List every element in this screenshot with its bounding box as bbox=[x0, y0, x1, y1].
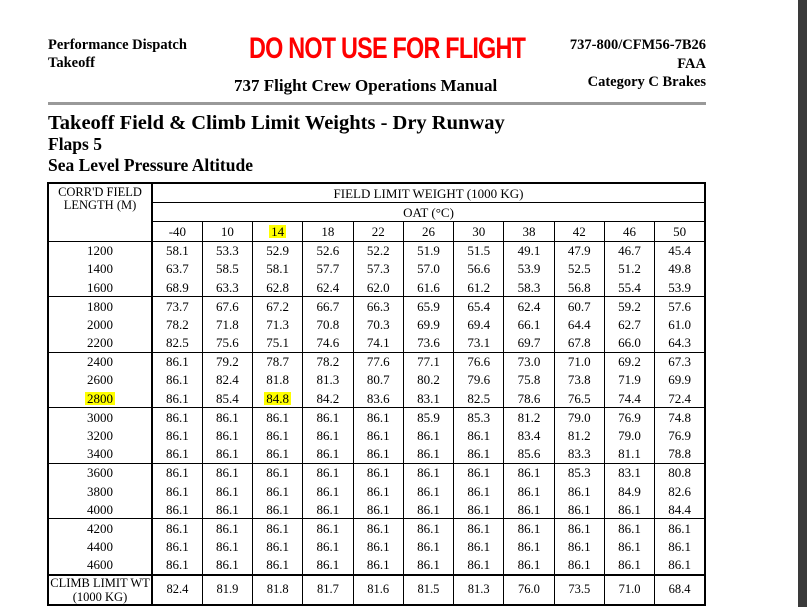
weight-cell: 76.5 bbox=[554, 389, 604, 408]
oat-cell: 30 bbox=[454, 222, 504, 241]
table-row bbox=[48, 352, 705, 371]
weight-cell: 86.1 bbox=[152, 519, 202, 538]
aircraft-engine: 737-800/CFM56-7B26 bbox=[569, 37, 706, 53]
weight-cell: 57.6 bbox=[655, 297, 705, 316]
table-row bbox=[48, 538, 705, 556]
highlighted-oat: 14 bbox=[271, 223, 285, 239]
doc-subsection: Takeoff bbox=[48, 55, 95, 71]
weight-cell: 85.6 bbox=[504, 445, 554, 464]
climb-limit-cell: 68.4 bbox=[655, 575, 705, 605]
weight-cell: 69.9 bbox=[403, 315, 453, 333]
weight-cell: 73.7 bbox=[152, 297, 202, 316]
field-length-cell bbox=[48, 389, 152, 408]
weight-cell: 74.8 bbox=[655, 408, 705, 427]
weight-cell: 77.1 bbox=[403, 352, 453, 371]
weight-cell: 86.1 bbox=[454, 519, 504, 538]
oat-cell: 22 bbox=[353, 222, 403, 241]
weight-cell: 86.1 bbox=[152, 556, 202, 575]
weight-cell: 53.9 bbox=[655, 278, 705, 297]
weight-cell: 74.6 bbox=[303, 334, 353, 353]
weight-cell: 85.9 bbox=[403, 408, 453, 427]
weight-cell: 79.6 bbox=[454, 371, 504, 389]
climb-limit-cell: 73.5 bbox=[554, 575, 604, 605]
weight-cell: 81.3 bbox=[303, 371, 353, 389]
weight-cell: 86.1 bbox=[152, 538, 202, 556]
field-length-cell: 2200 bbox=[48, 334, 152, 353]
authority: FAA bbox=[677, 55, 706, 72]
weight-cell: 86.1 bbox=[454, 500, 504, 519]
climb-limit-cell: 81.7 bbox=[303, 575, 353, 605]
weight-cell: 83.1 bbox=[403, 389, 453, 408]
weight-cell: 86.1 bbox=[353, 426, 403, 444]
table-row bbox=[48, 426, 705, 444]
field-length-cell: 3400 bbox=[48, 445, 152, 464]
weight-cell: 81.2 bbox=[504, 408, 554, 427]
oat-cell: 38 bbox=[504, 222, 554, 241]
weight-cell: 86.1 bbox=[253, 463, 303, 482]
weight-cell: 86.1 bbox=[454, 463, 504, 482]
manual-title: 737 Flight Crew Operations Manual bbox=[234, 76, 498, 95]
weight-cell: 86.1 bbox=[353, 445, 403, 464]
weight-cell: 86.1 bbox=[504, 463, 554, 482]
weight-cell: 57.7 bbox=[303, 260, 353, 278]
weight-cell: 86.1 bbox=[554, 500, 604, 519]
weight-cell: 86.1 bbox=[403, 538, 453, 556]
climb-limit-cell: 82.4 bbox=[152, 575, 202, 605]
field-length-cell: 3000 bbox=[48, 408, 152, 427]
weight-cell: 86.1 bbox=[152, 389, 202, 408]
weight-cell: 78.2 bbox=[303, 352, 353, 371]
weight-cell: 58.3 bbox=[504, 278, 554, 297]
weight-cell: 69.9 bbox=[655, 371, 705, 389]
weight-cell: 86.1 bbox=[454, 426, 504, 444]
weight-cell: 73.0 bbox=[504, 352, 554, 371]
weight-cell: 86.1 bbox=[253, 519, 303, 538]
weight-cell: 86.1 bbox=[353, 519, 403, 538]
weight-cell: 78.2 bbox=[152, 315, 202, 333]
weight-cell: 86.1 bbox=[554, 538, 604, 556]
table-row bbox=[48, 241, 705, 260]
climb-limit-cell: 81.3 bbox=[454, 575, 504, 605]
weight-cell: 75.6 bbox=[202, 334, 252, 353]
highlighted-field-length: 2800 bbox=[87, 390, 113, 406]
weight-cell: 56.6 bbox=[454, 260, 504, 278]
weight-cell: 86.1 bbox=[253, 500, 303, 519]
table-row bbox=[48, 445, 705, 464]
weight-cell: 85.4 bbox=[202, 389, 252, 408]
header-divider bbox=[48, 102, 706, 105]
table-row bbox=[48, 500, 705, 519]
weight-cell: 86.1 bbox=[152, 463, 202, 482]
page-title: Takeoff Field & Climb Limit Weights - Dry Runway bbox=[48, 112, 505, 134]
weight-cell: 86.1 bbox=[655, 556, 705, 575]
weight-cell: 83.6 bbox=[353, 389, 403, 408]
weight-cell: 86.1 bbox=[202, 519, 252, 538]
table-row bbox=[48, 278, 705, 297]
weight-cell: 86.1 bbox=[253, 408, 303, 427]
weight-cell: 86.1 bbox=[202, 426, 252, 444]
weight-cell: 86.1 bbox=[253, 556, 303, 575]
table-row bbox=[48, 371, 705, 389]
table-row bbox=[48, 334, 705, 353]
weight-cell: 86.1 bbox=[202, 538, 252, 556]
weight-cell: 86.1 bbox=[353, 538, 403, 556]
weight-cell: 86.1 bbox=[604, 538, 654, 556]
oat-header: OAT (°C) bbox=[152, 203, 705, 222]
weight-cell: 86.1 bbox=[454, 538, 504, 556]
weight-cell: 71.8 bbox=[202, 315, 252, 333]
weight-cell: 81.1 bbox=[604, 445, 654, 464]
weight-cell: 62.7 bbox=[604, 315, 654, 333]
oat-cell: 26 bbox=[403, 222, 453, 241]
weight-cell: 86.1 bbox=[554, 556, 604, 575]
climb-limit-cell: 81.8 bbox=[253, 575, 303, 605]
field-length-cell: 2000 bbox=[48, 315, 152, 333]
climb-limit-cell: 71.0 bbox=[604, 575, 654, 605]
weight-cell: 86.1 bbox=[303, 500, 353, 519]
weight-cell: 78.7 bbox=[253, 352, 303, 371]
weight-cell: 81.2 bbox=[554, 426, 604, 444]
climb-limit-cell: 81.9 bbox=[202, 575, 252, 605]
weight-cell: 67.3 bbox=[655, 352, 705, 371]
weight-cell: 60.7 bbox=[554, 297, 604, 316]
weight-cell: 79.0 bbox=[604, 426, 654, 444]
weight-cell: 86.1 bbox=[303, 538, 353, 556]
weight-cell: 83.1 bbox=[604, 463, 654, 482]
weight-cell: 86.1 bbox=[303, 445, 353, 464]
weight-cell: 84.2 bbox=[303, 389, 353, 408]
weight-cell: 73.6 bbox=[403, 334, 453, 353]
weight-cell: 65.9 bbox=[403, 297, 453, 316]
weight-cell: 67.8 bbox=[554, 334, 604, 353]
weight-cell: 51.5 bbox=[454, 241, 504, 260]
table-row bbox=[48, 408, 705, 427]
weight-cell: 52.6 bbox=[303, 241, 353, 260]
weight-cell: 78.8 bbox=[655, 445, 705, 464]
weight-cell: 82.5 bbox=[152, 334, 202, 353]
field-length-cell: 4000 bbox=[48, 500, 152, 519]
weight-cell: 86.1 bbox=[554, 482, 604, 500]
weight-cell: 58.1 bbox=[152, 241, 202, 260]
field-length-cell: 1400 bbox=[48, 260, 152, 278]
weight-cell: 63.3 bbox=[202, 278, 252, 297]
weight-cell: 77.6 bbox=[353, 352, 403, 371]
climb-limit-cell: 81.6 bbox=[353, 575, 403, 605]
weight-cell: 86.1 bbox=[504, 500, 554, 519]
weight-cell: 86.1 bbox=[403, 463, 453, 482]
weight-cell: 86.1 bbox=[152, 352, 202, 371]
weight-cell: 80.7 bbox=[353, 371, 403, 389]
weight-cell: 69.2 bbox=[604, 352, 654, 371]
scrollbar[interactable] bbox=[798, 0, 807, 607]
oat-cell: 42 bbox=[554, 222, 604, 241]
weight-cell: 83.3 bbox=[554, 445, 604, 464]
weight-cell: 82.4 bbox=[202, 371, 252, 389]
weight-cell: 52.9 bbox=[253, 241, 303, 260]
weight-cell: 51.9 bbox=[403, 241, 453, 260]
weight-cell: 86.1 bbox=[353, 463, 403, 482]
weight-cell: 55.4 bbox=[604, 278, 654, 297]
weight-cell: 65.4 bbox=[454, 297, 504, 316]
weight-cell: 86.1 bbox=[454, 445, 504, 464]
field-length-cell: 4200 bbox=[48, 519, 152, 538]
weight-cell: 86.1 bbox=[303, 519, 353, 538]
weight-cell: 57.3 bbox=[353, 260, 403, 278]
weight-cell: 75.1 bbox=[253, 334, 303, 353]
weight-cell: 86.1 bbox=[152, 371, 202, 389]
weight-cell: 62.4 bbox=[504, 297, 554, 316]
weight-cell: 52.5 bbox=[554, 260, 604, 278]
weight-cell: 70.8 bbox=[303, 315, 353, 333]
weight-cell: 75.8 bbox=[504, 371, 554, 389]
weight-cell: 66.1 bbox=[504, 315, 554, 333]
table-row bbox=[48, 519, 705, 538]
field-length-cell: 2400 bbox=[48, 352, 152, 371]
weight-cell: 49.8 bbox=[655, 260, 705, 278]
table-row bbox=[48, 297, 705, 316]
weight-cell: 86.1 bbox=[353, 500, 403, 519]
flaps-title: Flaps 5 bbox=[48, 134, 102, 154]
weight-cell: 71.9 bbox=[604, 371, 654, 389]
weight-cell: 59.2 bbox=[604, 297, 654, 316]
weight-cell: 86.1 bbox=[202, 482, 252, 500]
weight-cell: 61.6 bbox=[403, 278, 453, 297]
weight-cell: 86.1 bbox=[655, 538, 705, 556]
corr-field-length-header: CORR'D FIELD LENGTH (M) bbox=[48, 183, 152, 241]
weight-cell: 86.1 bbox=[152, 500, 202, 519]
weight-cell: 84.9 bbox=[604, 482, 654, 500]
weight-cell: 86.1 bbox=[504, 482, 554, 500]
weight-cell: 58.1 bbox=[253, 260, 303, 278]
weight-cell: 78.6 bbox=[504, 389, 554, 408]
oat-cell bbox=[253, 222, 303, 241]
weight-cell: 51.2 bbox=[604, 260, 654, 278]
climb-limit-row bbox=[48, 575, 705, 605]
brake-category: Category C Brakes bbox=[587, 74, 706, 90]
weight-cell: 86.1 bbox=[253, 538, 303, 556]
weight-cell: 86.1 bbox=[403, 556, 453, 575]
weight-cell: 49.1 bbox=[504, 241, 554, 260]
weight-cell: 47.9 bbox=[554, 241, 604, 260]
oat-cell: 18 bbox=[303, 222, 353, 241]
altitude-title: Sea Level Pressure Altitude bbox=[48, 155, 253, 175]
weight-cell: 86.1 bbox=[303, 556, 353, 575]
weight-cell: 80.2 bbox=[403, 371, 453, 389]
weight-cell: 45.4 bbox=[655, 241, 705, 260]
weight-cell: 61.0 bbox=[655, 315, 705, 333]
climb-limit-label: CLIMB LIMIT WT (1000 KG) bbox=[48, 575, 152, 605]
climb-limit-cell: 81.5 bbox=[403, 575, 453, 605]
weight-cell: 86.1 bbox=[303, 408, 353, 427]
weight-cell: 64.4 bbox=[554, 315, 604, 333]
weight-cell: 74.4 bbox=[604, 389, 654, 408]
weight-cell: 57.0 bbox=[403, 260, 453, 278]
weight-cell: 85.3 bbox=[554, 463, 604, 482]
weight-cell: 86.1 bbox=[253, 445, 303, 464]
weight-cell: 58.5 bbox=[202, 260, 252, 278]
weight-cell: 83.4 bbox=[504, 426, 554, 444]
field-length-cell: 3800 bbox=[48, 482, 152, 500]
weight-cell: 86.1 bbox=[152, 426, 202, 444]
table-row bbox=[48, 556, 705, 575]
weight-cell: 86.1 bbox=[454, 482, 504, 500]
doc-section: Performance Dispatch bbox=[48, 37, 187, 53]
weight-cell: 71.0 bbox=[554, 352, 604, 371]
weight-cell: 70.3 bbox=[353, 315, 403, 333]
weight-cell: 53.3 bbox=[202, 241, 252, 260]
weight-cell: 86.1 bbox=[454, 556, 504, 575]
weight-cell: 76.9 bbox=[604, 408, 654, 427]
weight-cell: 86.1 bbox=[604, 500, 654, 519]
oat-cell: 46 bbox=[604, 222, 654, 241]
weight-cell: 86.1 bbox=[202, 408, 252, 427]
field-length-cell: 3600 bbox=[48, 463, 152, 482]
header-right bbox=[570, 36, 706, 92]
highlighted-weight: 84.8 bbox=[266, 390, 290, 406]
header-row-weight bbox=[48, 183, 705, 203]
weight-cell: 63.7 bbox=[152, 260, 202, 278]
climb-limit-cell: 76.0 bbox=[504, 575, 554, 605]
weight-cell: 86.1 bbox=[504, 556, 554, 575]
weight-cell: 72.4 bbox=[655, 389, 705, 408]
weight-cell: 86.1 bbox=[303, 482, 353, 500]
weight-cell: 86.1 bbox=[152, 408, 202, 427]
weight-cell: 46.7 bbox=[604, 241, 654, 260]
field-length-cell: 1200 bbox=[48, 241, 152, 260]
weight-cell: 86.1 bbox=[202, 556, 252, 575]
oat-cell: 50 bbox=[655, 222, 705, 241]
weight-cell: 82.5 bbox=[454, 389, 504, 408]
weight-cell: 86.1 bbox=[253, 426, 303, 444]
weight-cell: 81.8 bbox=[253, 371, 303, 389]
weight-cell: 69.4 bbox=[454, 315, 504, 333]
weight-cell: 86.1 bbox=[554, 519, 604, 538]
table-row bbox=[48, 389, 705, 408]
weight-cell: 86.1 bbox=[303, 426, 353, 444]
weight-cell: 86.1 bbox=[403, 500, 453, 519]
weight-cell: 86.1 bbox=[604, 556, 654, 575]
table-row bbox=[48, 315, 705, 333]
weight-cell: 86.1 bbox=[403, 445, 453, 464]
oat-cell: -40 bbox=[152, 222, 202, 241]
weight-cell: 62.0 bbox=[353, 278, 403, 297]
weight-cell: 84.4 bbox=[655, 500, 705, 519]
weight-cell: 86.1 bbox=[604, 519, 654, 538]
field-length-cell: 4600 bbox=[48, 556, 152, 575]
weight-cell: 86.1 bbox=[353, 482, 403, 500]
weight-cell: 86.1 bbox=[303, 463, 353, 482]
weight-cell: 68.9 bbox=[152, 278, 202, 297]
weight-cell: 82.6 bbox=[655, 482, 705, 500]
weight-cell: 86.1 bbox=[152, 482, 202, 500]
field-length-cell: 4400 bbox=[48, 538, 152, 556]
weight-cell: 86.1 bbox=[202, 500, 252, 519]
warning-banner: DO NOT USE FOR FLIGHT bbox=[249, 32, 526, 65]
weight-cell: 67.6 bbox=[202, 297, 252, 316]
weight-cell: 56.8 bbox=[554, 278, 604, 297]
weight-cell: 86.1 bbox=[504, 538, 554, 556]
weight-cell: 64.3 bbox=[655, 334, 705, 353]
weight-cell: 66.7 bbox=[303, 297, 353, 316]
weight-cell: 86.1 bbox=[353, 408, 403, 427]
field-length-cell: 1600 bbox=[48, 278, 152, 297]
weight-cell: 62.4 bbox=[303, 278, 353, 297]
table-row bbox=[48, 482, 705, 500]
weight-cell: 86.1 bbox=[202, 445, 252, 464]
weight-cell bbox=[253, 389, 303, 408]
weight-cell: 66.3 bbox=[353, 297, 403, 316]
weight-cell: 86.1 bbox=[202, 463, 252, 482]
weight-cell: 62.8 bbox=[253, 278, 303, 297]
weight-cell: 86.1 bbox=[504, 519, 554, 538]
field-length-cell: 3200 bbox=[48, 426, 152, 444]
header-left bbox=[48, 36, 187, 72]
field-limit-header: FIELD LIMIT WEIGHT (1000 KG) bbox=[152, 183, 705, 203]
weight-cell: 86.1 bbox=[353, 556, 403, 575]
weight-cell: 86.1 bbox=[403, 482, 453, 500]
weight-cell: 71.3 bbox=[253, 315, 303, 333]
weight-cell: 69.7 bbox=[504, 334, 554, 353]
field-length-cell: 2600 bbox=[48, 371, 152, 389]
weight-cell: 73.8 bbox=[554, 371, 604, 389]
weight-cell: 86.1 bbox=[655, 519, 705, 538]
oat-cell: 10 bbox=[202, 222, 252, 241]
weight-cell: 76.6 bbox=[454, 352, 504, 371]
weight-cell: 80.8 bbox=[655, 463, 705, 482]
limit-weights-table bbox=[47, 182, 706, 606]
weight-cell: 74.1 bbox=[353, 334, 403, 353]
weight-cell: 67.2 bbox=[253, 297, 303, 316]
weight-cell: 85.3 bbox=[454, 408, 504, 427]
weight-cell: 79.2 bbox=[202, 352, 252, 371]
weight-cell: 86.1 bbox=[152, 445, 202, 464]
weight-cell: 61.2 bbox=[454, 278, 504, 297]
weight-cell: 52.2 bbox=[353, 241, 403, 260]
weight-cell: 86.1 bbox=[403, 519, 453, 538]
weight-cell: 53.9 bbox=[504, 260, 554, 278]
weight-cell: 73.1 bbox=[454, 334, 504, 353]
field-length-cell: 1800 bbox=[48, 297, 152, 316]
weight-cell: 79.0 bbox=[554, 408, 604, 427]
table-row bbox=[48, 463, 705, 482]
weight-cell: 66.0 bbox=[604, 334, 654, 353]
weight-cell: 86.1 bbox=[253, 482, 303, 500]
table-row bbox=[48, 260, 705, 278]
weight-cell: 86.1 bbox=[403, 426, 453, 444]
weight-cell: 76.9 bbox=[655, 426, 705, 444]
